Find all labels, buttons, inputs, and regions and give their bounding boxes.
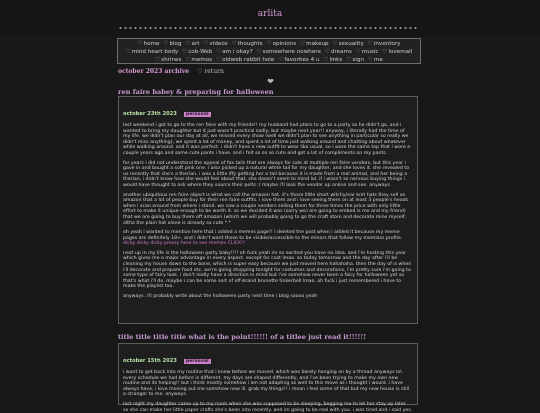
nav-item-lovemail[interactable] [382,48,412,56]
nav-item-label: somewhere nowhere [262,49,321,55]
post-paragraph: for years i did not understand the appeal of fox tails that are always for sale at multiple ren faire vendors, but this year i gave in and bought a soft pink one. i also picked up a natural white tail for my daughter, and she loves it. she revealed to us recently that she's a therian. i was a little iffy getting her a tail because it is made from a real animal, and her being a therian, i didn't know how she would feel about that. she doesn't seem to mind lol. if i wasn't so nervous buying things i would have thought to ask where they source their pelts :/ maybe i'll look the vendor up online and see. anyways. [123,160,410,188]
nav-item-art[interactable] [186,40,200,48]
heart-icon: ♡ [125,49,131,55]
nav-item-label: inventory [373,41,401,47]
nav-item-label: art [191,41,200,47]
heart-icon: ♡ [346,57,352,63]
nav-item-links[interactable] [324,56,343,64]
post-tag[interactable]: personal [186,359,209,364]
nav-item-label: dreams [330,49,352,55]
heart-icon: ♡ [332,41,338,47]
heart-icon: ♡ [323,57,329,63]
sparkle-divider [118,25,418,31]
nav-item-label: cob-Web [188,49,213,55]
nav-item-memos[interactable] [185,56,212,64]
memes-link[interactable]: dicky dicky dicky pressy here to see memes CLICK!! [123,241,245,247]
post-paragraph: anyways. i'll probably write about the halloween party next time i blog soooo yeah [123,294,318,300]
heart-divider-icon: ❤ [267,77,274,86]
nav-item-label: videos [209,41,228,47]
nav-item-favorites-4-u[interactable] [278,56,319,64]
nav-item-label: home [143,41,160,47]
nav-item-label: shrines [161,57,182,63]
nav-item-am-i-okay[interactable] [216,48,252,56]
heart-icon: ♡ [216,57,222,63]
nav-item-label: links [329,57,343,63]
nav-item-somewhere-nowhere[interactable] [257,48,321,56]
nav-item-mind-heart-body[interactable] [126,48,178,56]
heart-icon: ♡ [300,41,306,47]
archive-heading: october 2023 archive [118,68,190,75]
heart-icon: ♡ [367,41,373,47]
post-paragraph: another ubiquitous ren faire object is what we call the amazon hat. it's those little short witchy/ear knit hats they sell on amazon that a lot of people buy for their ren faire outfits. i love them and i love seeing them on at least 3 people's heads when i scan around from where i stand. we saw a couple vendors selling them for three times the price with only little effort to make it unique enough to be worth it. so we decided it was (sorry we) are going to embed is me and my friend) that we are going to buy them off amazon (which we will probably going to go the craft store and decorate mine myself, altho the plain hat alone is already so cute *.* [123,192,409,226]
nav-item-label: makeup [306,41,329,47]
nav-item-label: thoughts [237,41,263,47]
nav-item-inventory[interactable] [368,40,401,48]
nav-item-videos[interactable] [203,40,227,48]
nav-item-label: blog [169,41,182,47]
nav-item-label: am i okay? [222,49,253,55]
heart-icon: ♡ [185,41,191,47]
heart-icon: ♡ [137,41,143,47]
nav-item-me[interactable] [368,56,383,64]
nav-item-label: memos [191,57,213,63]
nav-item-blog[interactable] [163,40,181,48]
nav-item-label: lovemail [388,49,413,55]
heart-icon: ♡ [231,41,237,47]
nav-item-label: music [361,49,379,55]
post-paragraph-text: oh yeah i wanted to mention here that i added a memes page!! i deleted the post when i added it because my meme pages are definitely 18+, and i didn't want those to be visible/accessible to the minors that follow my memlass profile. [123,230,403,241]
nav-item-label: favorites 4 u [284,57,320,63]
heart-icon: ♡ [382,49,388,55]
post-paragraph [123,230,413,247]
nav-menu [117,38,421,64]
heart-icon: ♡ [367,57,373,63]
post-paragraph: i want to get back into my routine that i knew before we moved. which was barely hanging on by a thread anyways lol. every schedule we had before is different. my days are shaped differently, and i've been trying to make my own new routine and its helping!! but i think mostly somehow i am not adapting as well to this move as i thought i would. i have always have, i love moving out me somehow new ill. grab my things!! i mean i feel some of that but my new house is still a stranger to me. anyways. [123,370,410,398]
nav-item-sign[interactable] [346,56,364,64]
post-meta [123,347,413,366]
nav-item-thoughts[interactable] [232,40,263,48]
heart-icon: ♡ [197,68,203,75]
post-box [118,96,418,324]
site-title[interactable]: arlita [257,9,283,19]
nav-item-cob-web[interactable] [182,48,212,56]
post-title: title title title title what is the point!!!!!! of a titlee just read it!!!!!! [118,333,367,341]
nav-item-label: sign [352,57,364,63]
post-paragraph: last weekend i got to go to the ren faire with my friends!! my husband had plans to go to a party so he didn't go, and i wanted to bring my daughter but it just wasn't practical sadly, but maybe next year!! anyway, i literally had the time of my life. we didn't plan our day at all, we missed every show (well we didn't plan to see anything in particular so really we didn't miss anything), we spent a lot of money, and spent a lot of time just walking around and chatting about whatever while walking around. and it was perfect. i didn't have a new outfit to wear like usual, so i wore the same top that i wore a couple years ago and some cute pants i have. and i felt so so so cute and got a lot of compliments on my pants. [123,123,411,156]
nav-item-sexuality[interactable] [333,40,364,48]
nav-item-makeup[interactable] [300,40,328,48]
nav-item-oldweb-rabbit-hole[interactable] [216,56,274,64]
nav-item-label: mind heart body [131,49,179,55]
post-meta [123,100,413,119]
heart-icon: ♡ [355,49,361,55]
nav-item-music[interactable] [356,48,379,56]
post-paragraph: next up in my life is the halloween party baby!!!! oh fuck yeah im so excited you have no idea. and i'm hosting this year which gives me a major advantage in every aspect. except for cost lmao. so today tomorrow and the day after i'll be cleaning my house down to the bone, which is super easy because we just moved here hahahaha. then the day of is when i'll decorate and prepare food etc. we're going shopping tonight for costumes and decorations, i'm pretty sure i'm going to some type of fairy look. i don't really have a direction in mind but i've somehow never been a fairy for halloween yet so that's what i'll do. maybe i can be some sort of off-brand brunette tinkerbell lmao. oh fuck i just remembered i have to make the playlist too. [123,250,412,290]
post-title: ren faire babey & preparing for halloween [118,88,274,96]
heart-icon: ♡ [203,41,209,47]
nav-item-home[interactable] [138,40,160,48]
nav-item-label: sexuality [338,41,364,47]
post-date: october 23th 2023 [123,111,177,117]
heart-icon: ♡ [278,57,284,63]
nav-item-opinions[interactable] [267,40,297,48]
nav-item-label: me [373,57,383,63]
heart-icon: ♡ [182,49,188,55]
heart-icon: ♡ [256,49,262,55]
post-paragraph: last night my daughter came up to my room when she was supposed to be sleeping, begging me to let her stay up later. so she can make her little paper crafts she's been into recently. and im going to be real with you. i was tired and i said yes. [123,401,413,413]
heart-icon: ♡ [185,57,191,63]
post-tag[interactable]: personal [186,112,209,117]
nav-item-shrines[interactable] [155,56,181,64]
heart-icon: ♡ [163,41,169,47]
post-date: october 15th 2023 [123,358,177,364]
post-box [118,343,418,413]
return-label: return [204,68,224,75]
nav-item-label: opinions [272,41,297,47]
heart-icon: ♡ [266,41,272,47]
heart-icon: ♡ [216,49,222,55]
heart-icon: ♡ [155,57,161,63]
heart-icon: ♡ [324,49,330,55]
nav-item-label: oldweb rabbit hole [222,57,275,63]
return-link[interactable] [197,68,224,75]
nav-item-dreams[interactable] [325,48,352,56]
